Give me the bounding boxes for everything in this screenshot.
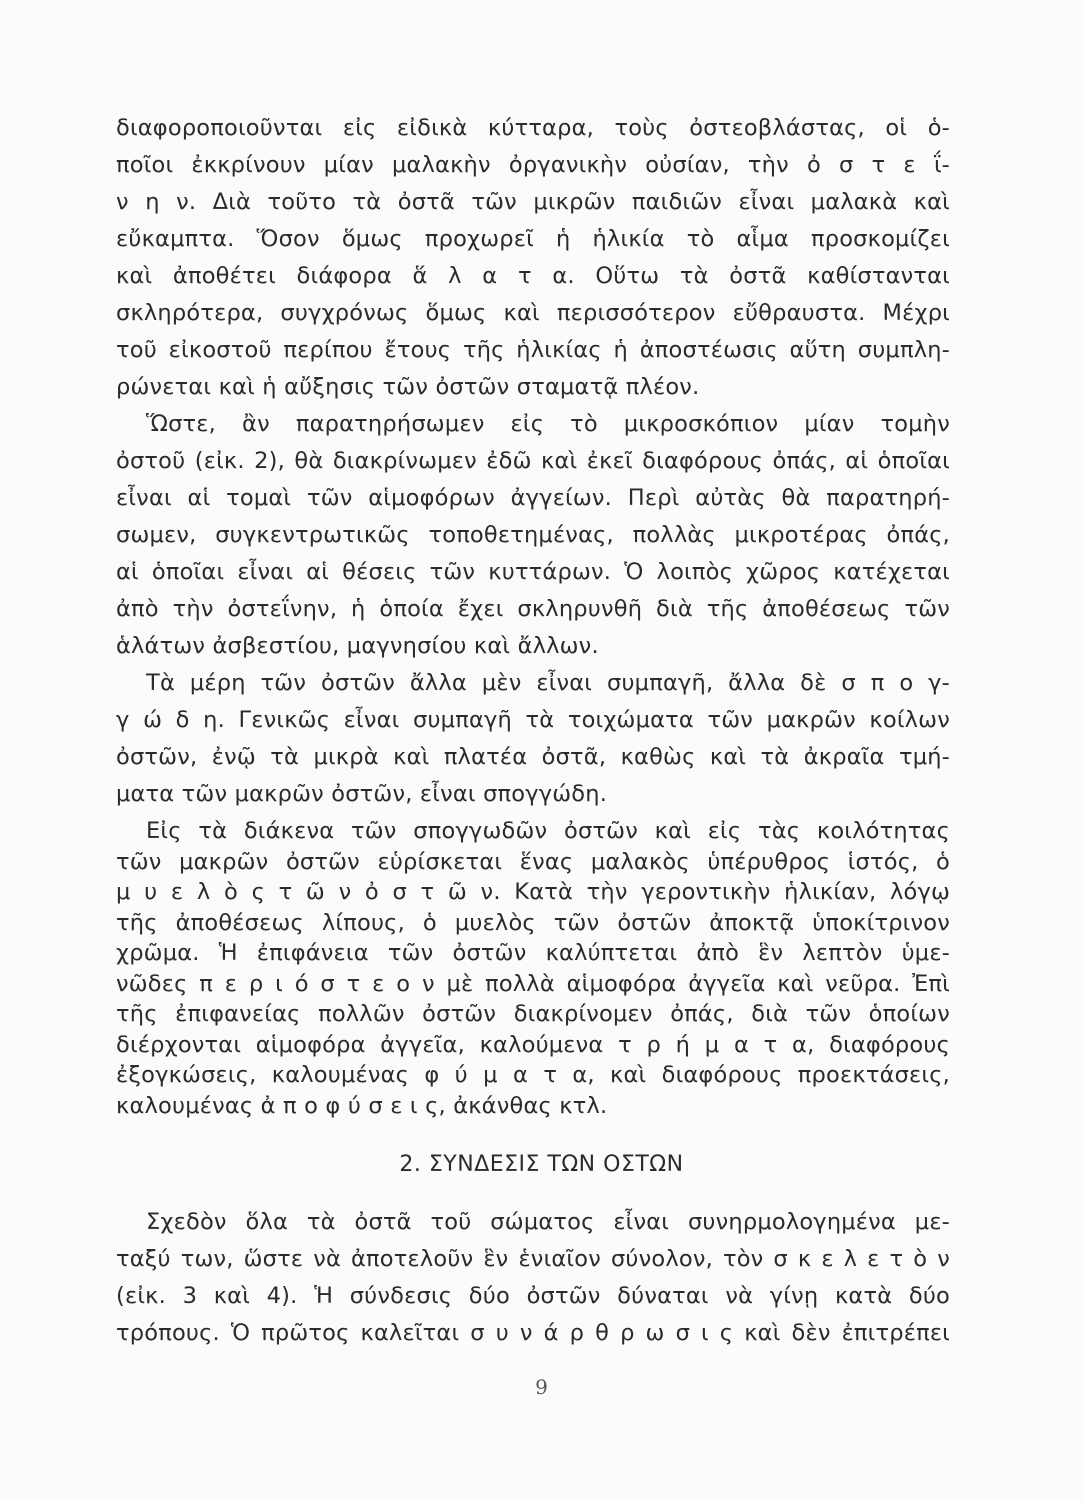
text-line: σκληρότερα, συγχρόνως ὅμως καὶ περισσότερον εὔθραυστα. Μέχρι bbox=[116, 300, 950, 326]
text-line: τοῦ εἰκοστοῦ περίπου ἔτους τῆς ἡλικίας ἡ ἀποστέωσις αὕτη συμπλη- bbox=[116, 337, 950, 363]
text-line: ἁλάτων ἀσβεστίου, μαγνησίου καὶ ἄλλων. bbox=[116, 633, 599, 659]
text-line: καλουμένας ἀ π ο φ ύ σ ε ι ς, ἀκάνθας κτλ. bbox=[116, 1092, 608, 1119]
page-number: 9 bbox=[535, 1375, 548, 1399]
section-heading: 2. ΣΥΝΔΕΣΙΣ ΤΩΝ ΟΣΤΩΝ bbox=[399, 1152, 684, 1177]
text-line: εὔκαμπτα. Ὅσον ὅμως προχωρεῖ ἡ ἡλικία τὸ αἷμα προσκομίζει bbox=[116, 226, 950, 252]
text-line: ὀστοῦ (εἰκ. 2), θὰ διακρίνωμεν ἐδῶ καὶ ἐκεῖ διαφόρους ὀπάς, αἱ ὁποῖαι bbox=[116, 448, 950, 474]
text-line: σωμεν, συγκεντρωτικῶς τοποθετημένας, πολλὰς μικροτέρας ὀπάς, bbox=[116, 522, 950, 548]
text-line: ρώνεται καὶ ἡ αὔξησις τῶν ὀστῶν σταματᾷ πλέον. bbox=[116, 374, 700, 400]
text-line: χρῶμα. Ἡ ἐπιφάνεια τῶν ὀστῶν καλύπτεται ἀπὸ ἓν λεπτὸν ὑμε- bbox=[116, 940, 950, 966]
text-line: εἶναι αἱ τομαὶ τῶν αἱμοφόρων ἀγγείων. Περὶ αὐτὰς θὰ παρατηρή- bbox=[116, 485, 950, 511]
text-line: νῶδες π ε ρ ι ό σ τ ε ο ν μὲ πολλὰ αἱμοφόρα ἀγγεῖα καὶ νεῦρα. Ἐπὶ bbox=[116, 970, 950, 997]
text-line: ταξύ των, ὥστε νὰ ἀποτελοῦν ἓν ἑνιαῖον σύνολον, τὸν σ κ ε λ ε τ ὸ ν bbox=[116, 1246, 950, 1272]
text-line: ν η ν. Διὰ τοῦτο τὰ ὀστᾶ τῶν μικρῶν παιδιῶν εἶναι μαλακὰ καὶ bbox=[116, 189, 950, 215]
text-line: διαφοροποιοῦνται εἰς εἰδικὰ κύτταρα, τοὺς ὀστεοβλάστας, οἱ ὁ- bbox=[116, 115, 950, 141]
text-line: Εἰς τὰ διάκενα τῶν σπογγωδῶν ὀστῶν καὶ εἰς τὰς κοιλότητας bbox=[146, 818, 950, 844]
text-line: τῆς ἐπιφανείας πολλῶν ὀστῶν διακρίνομεν ὀπάς, διὰ τῶν ὁποίων bbox=[116, 1001, 950, 1027]
text-line: Ὥστε, ἂν παρατηρήσωμεν εἰς τὸ μικροσκόπιον μίαν τομὴν bbox=[146, 411, 950, 437]
text-line: μ υ ε λ ὸ ς τ ῶ ν ὀ σ τ ῶ ν. Κατὰ τὴν γεροντικὴν ἡλικίαν, λόγῳ bbox=[116, 879, 950, 905]
text-line: ματα τῶν μακρῶν ὀστῶν, εἶναι σπογγώδη. bbox=[116, 781, 608, 807]
text-line: ἀπὸ τὴν ὀστεΐνην, ἡ ὁποία ἔχει σκληρυνθῆ διὰ τῆς ἀποθέσεως τῶν bbox=[116, 596, 950, 622]
text-line: τῶν μακρῶν ὀστῶν εὑρίσκεται ἕνας μαλακὸς ὑπέρυθρος ἱστός, ὁ bbox=[116, 848, 950, 875]
text-line: ἐξογκώσεις, καλουμένας φ ύ μ α τ α, καὶ διαφόρους προεκτάσεις, bbox=[116, 1062, 950, 1088]
text-line: αἱ ὁποῖαι εἶναι αἱ θέσεις τῶν κυττάρων. Ὁ λοιπὸς χῶρος κατέχεται bbox=[116, 559, 950, 585]
text-line: γ ώ δ η. Γενικῶς εἶναι συμπαγῆ τὰ τοιχώματα τῶν μακρῶν κοίλων bbox=[116, 707, 950, 733]
text-line: Τὰ μέρη τῶν ὀστῶν ἄλλα μὲν εἶναι συμπαγῆ, ἄλλα δὲ σ π ο γ- bbox=[146, 670, 950, 696]
text-line: διέρχονται αἱμοφόρα ἀγγεῖα, καλούμενα τ ρ ή μ α τ α, διαφόρους bbox=[116, 1031, 950, 1058]
text-line: ὀστῶν, ἐνῷ τὰ μικρὰ καὶ πλατέα ὀστᾶ, καθὼς καὶ τὰ ἀκραῖα τμή- bbox=[116, 744, 950, 770]
text-line: (εἰκ. 3 καὶ 4). Ἡ σύνδεσις δύο ὀστῶν δύναται νὰ γίνῃ κατὰ δύο bbox=[116, 1283, 950, 1309]
text-line: τρόπους. Ὁ πρῶτος καλεῖται σ υ ν ά ρ θ ρ ω σ ι ς καὶ δὲν ἐπιτρέπει bbox=[116, 1320, 950, 1346]
text-line: ποῖοι ἐκκρίνουν μίαν μαλακὴν ὀργανικὴν οὐσίαν, τὴν ὀ σ τ ε ΐ- bbox=[116, 152, 950, 178]
text-line: Σχεδὸν ὅλα τὰ ὀστᾶ τοῦ σώματος εἶναι συνηρμολογημένα με- bbox=[146, 1209, 950, 1235]
text-line: καὶ ἀποθέτει διάφορα ἅ λ α τ α. Οὕτω τὰ ὀστᾶ καθίστανται bbox=[116, 263, 950, 289]
text-line: τῆς ἀποθέσεως λίπους, ὁ μυελὸς τῶν ὀστῶν ἀποκτᾷ ὑποκίτρινον bbox=[116, 909, 950, 936]
